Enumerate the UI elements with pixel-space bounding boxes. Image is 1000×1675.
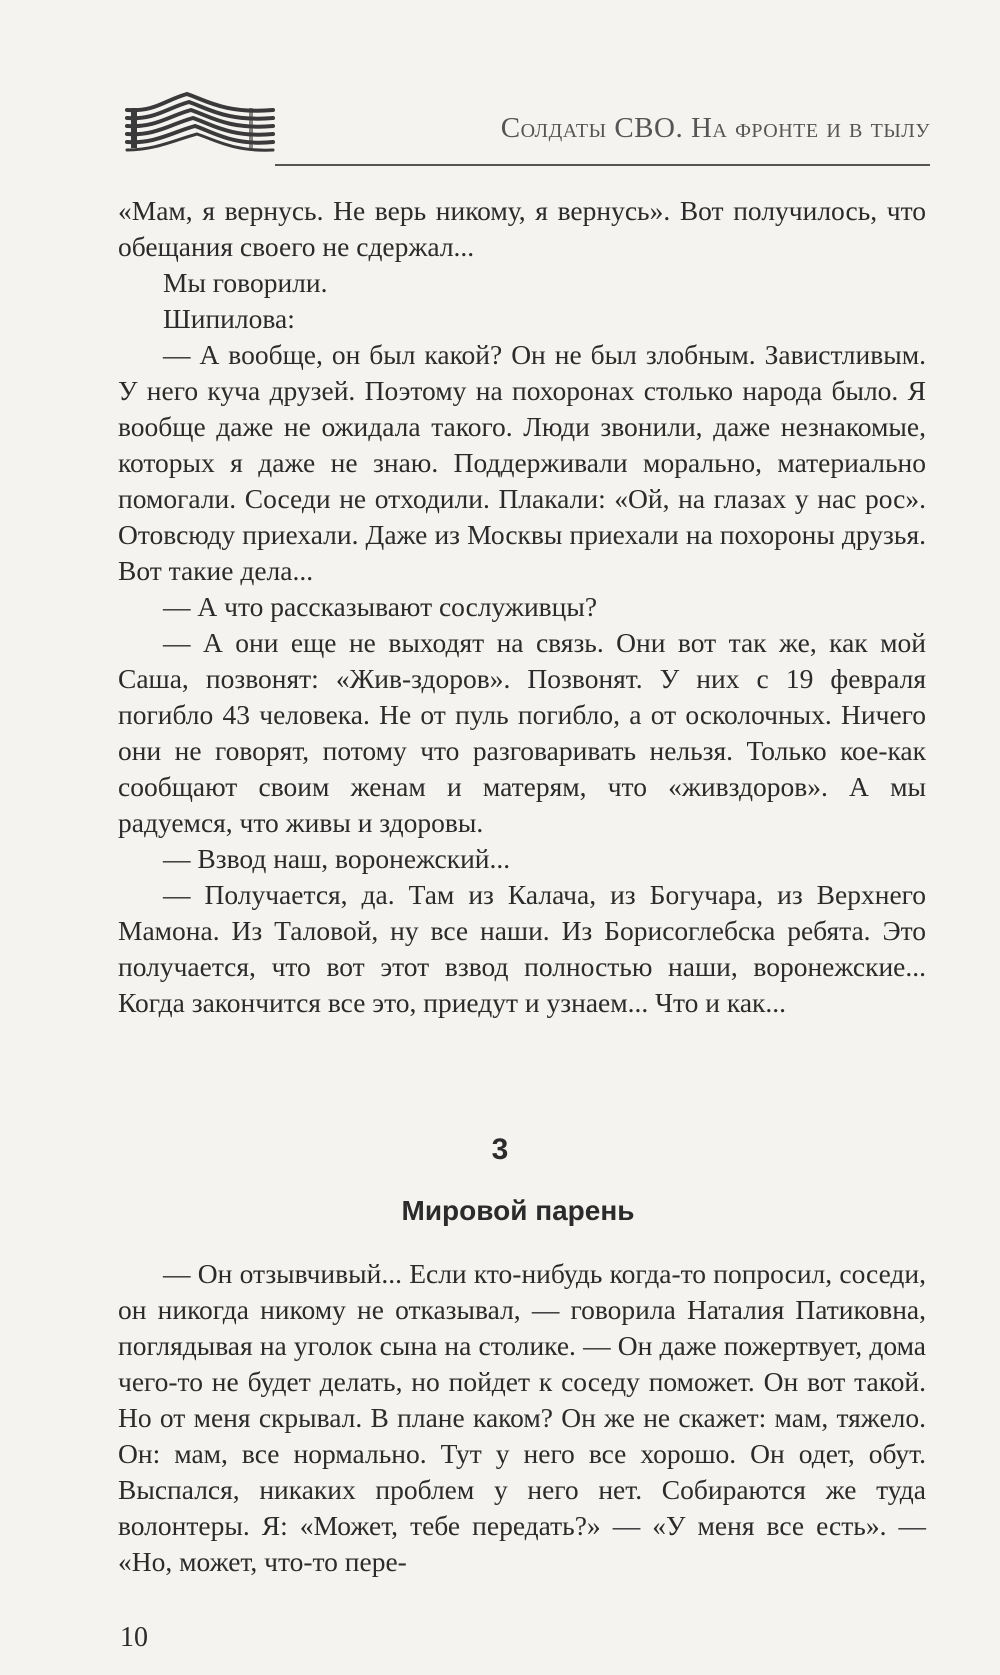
paragraph: — А вообще, он был какой? Он не был злобным. Завистливым. У него куча друзей. Поэтому на похоронах столько народа было. Я вообще даже не ожидала такого. Люди звонили, даже незнакомые, которых я даже не знаю. Поддерживали морально, материально помогали. Соседи не отходили. Плакали: «Ой, на глазах у нас рос». Отовсюду приехали. Даже из Москвы приехали на похороны друзья. Вот такие дела... bbox=[118, 339, 926, 586]
paragraph: Шипилова: bbox=[163, 303, 295, 334]
running-title: Солдаты СВО. На фронте и в тылу bbox=[500, 112, 930, 144]
paragraph: — Получается, да. Там из Калача, из Богучара, из Верхнего Мамона. Из Таловой, ну все наши. Из Борисоглебска ребята. Это получается, что вот этот взвод полностью наши, воронежские... Когда закончится все это, приедут и узнаем... Что и как... bbox=[118, 879, 926, 1018]
page-header bbox=[125, 88, 930, 168]
paragraph: — А что рассказывают сослуживцы? bbox=[163, 591, 598, 622]
paragraph: «Мам, я вернусь. Не верь никому, я вернусь». Вот получилось, что обещания своего не сдержал... bbox=[118, 195, 926, 262]
header-rule bbox=[275, 164, 930, 166]
page-number: 10 bbox=[120, 1622, 148, 1653]
chapter-title: Мировой парень bbox=[401, 1195, 635, 1226]
waving-flag-lines-icon bbox=[125, 90, 275, 152]
paragraph: — Взвод наш, воронежский... bbox=[163, 843, 511, 874]
paragraph: — Он отзывчивый... Если кто-нибудь когда-то попросил, соседи, он никогда никому не отказывал, — говорила Наталия Патиковна, поглядывая на уголок сына на столике. — Он даже пожертвует, дома чего-то не будет делать, но пойдет к соседу поможет. Он вот такой. Но от меня скрывал. В плане каком? Он же не скажет: мам, тяжело. Он: мам, все нормально. Тут у него все хорошо. Он одет, обут. Выспался, никаких проблем у него нет. Собираются же туда волонтеры. Я: «Может, тебе передать?» — «У меня все есть». — «Но, может, что-то пере- bbox=[118, 1258, 926, 1577]
chapter-number: 3 bbox=[491, 1133, 509, 1166]
text-block-1 bbox=[118, 193, 926, 1021]
text-block-2 bbox=[118, 1256, 926, 1580]
paragraph: Мы говорили. bbox=[163, 267, 328, 298]
paragraph: — А они еще не выходят на связь. Они вот так же, как мой Саша, позвонят: «Жив-здоров». Позвонят. У них с 19 февраля погибло 43 человека. Не от пуль погибло, а от осколочных. Ничего они не говорят, потому что разговаривать нельзя. Только кое-как сообщают своим женам и матерям, что «живздоров». А мы радуемся, что живы и здоровы. bbox=[118, 627, 926, 838]
